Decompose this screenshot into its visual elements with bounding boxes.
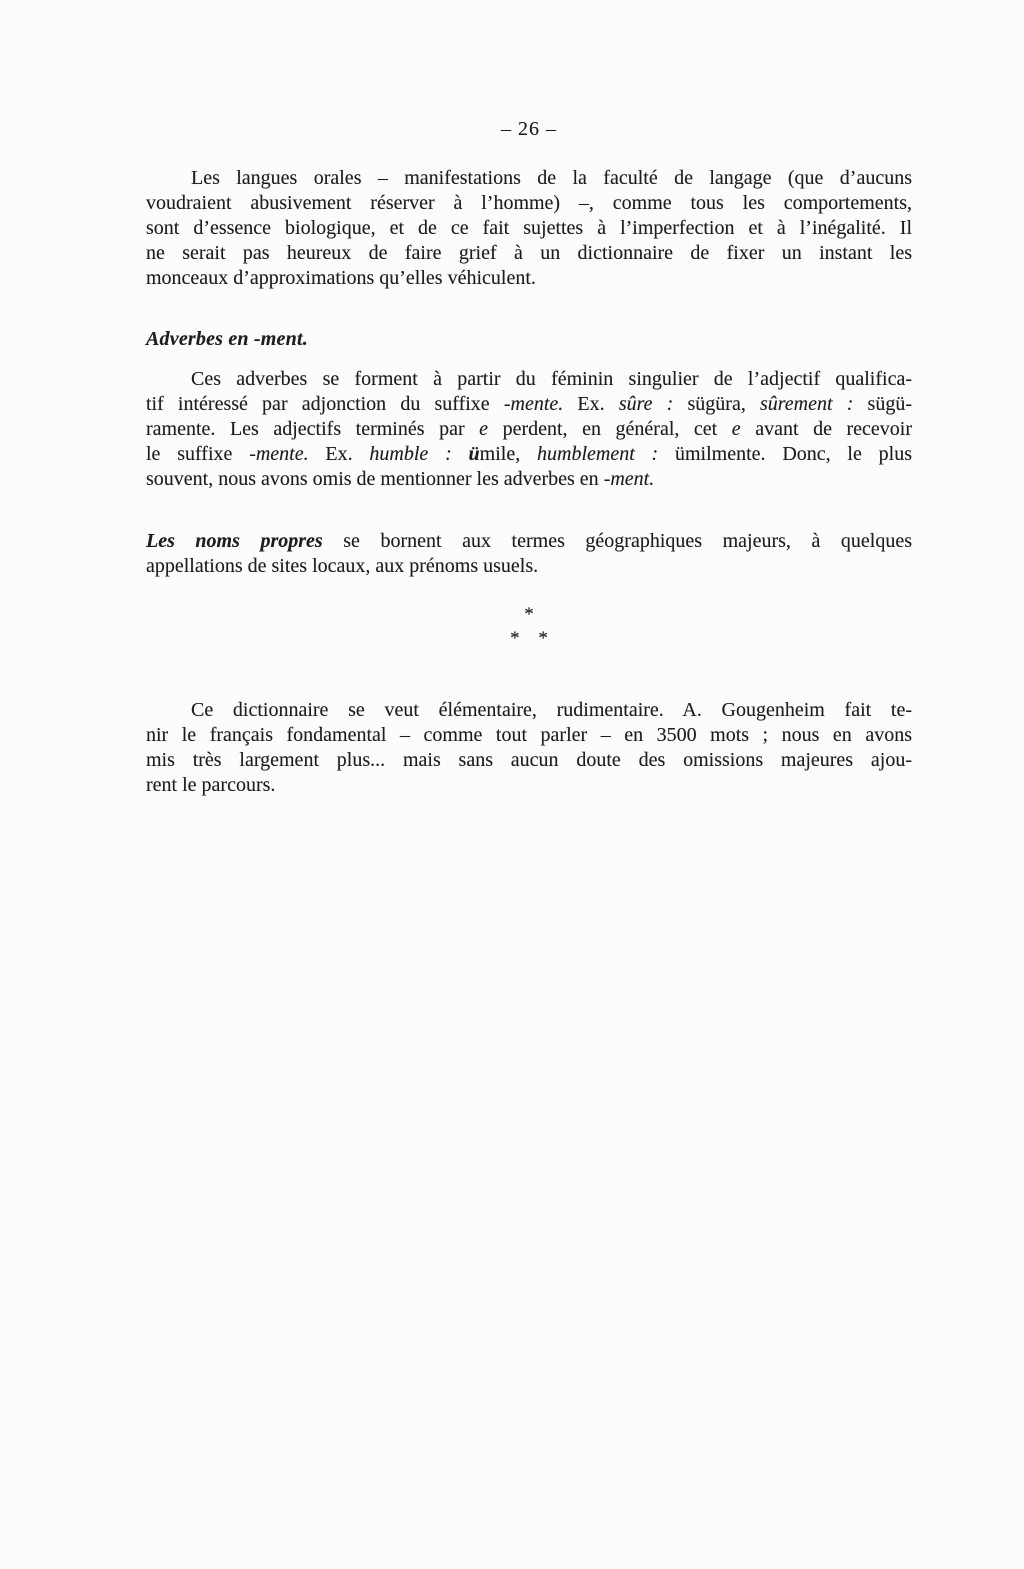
asterisk-row-bottom: * * (510, 628, 548, 649)
text-line (146, 748, 912, 773)
text-segment: ne serait pas heureux de faire grief à un dictionnaire de fixer un instant les (146, 242, 912, 264)
asterisk-separator (146, 603, 912, 651)
text-segment (452, 443, 469, 465)
text-line (146, 216, 912, 241)
text-line (146, 554, 912, 579)
text-segment: Ce dictionnaire se veut élémentaire, rudimentaire. A. Gougenheim fait te- (191, 699, 912, 721)
paragraph-dictionnaire (146, 698, 912, 798)
text-segment: -ment. (603, 468, 655, 490)
text-segment: e (731, 418, 741, 440)
text-segment: -mente. (503, 393, 564, 415)
text-segment: souvent, nous avons omis de mentionner les adverbes en (146, 468, 604, 490)
text-segment: se bornent aux termes géographiques majeurs, à quelques (322, 530, 912, 552)
text-segment: Ex. (308, 443, 370, 465)
text-segment: monceaux d’approximations qu’elles véhiculent. (146, 267, 536, 289)
text-segment: sügüra, (673, 393, 760, 415)
text-segment: mile, (479, 443, 537, 465)
paragraph-noms-propres (146, 529, 912, 579)
paragraph-adverbes-body (146, 367, 912, 492)
text-line (146, 191, 912, 216)
text-segment: Ces adverbes se forment à partir du féminin singulier de l’adjectif qualifica- (191, 368, 912, 390)
text-line (146, 417, 912, 442)
text-line (146, 698, 912, 723)
text-segment: perdent, en général, cet (488, 418, 732, 440)
text-segment: e (479, 418, 489, 440)
text-segment: ü (468, 443, 480, 465)
text-segment: sûrement : (759, 393, 854, 415)
text-line (146, 166, 912, 191)
text-segment: Les noms propres (146, 530, 323, 552)
text-segment: ümilmente. Donc, le plus (658, 443, 912, 465)
text-segment: sügü- (853, 393, 912, 415)
text-segment: ramente. Les adjectifs terminés par (146, 418, 480, 440)
text-segment: humblement : (537, 443, 659, 465)
section-heading-adverbes: Adverbes en -ment. (146, 328, 308, 350)
text-line (146, 773, 912, 798)
text-segment: Ex. (563, 393, 619, 415)
text-segment: rent le parcours. (146, 774, 276, 796)
text-segment: humble : (369, 443, 452, 465)
text-line (146, 442, 912, 467)
text-line (146, 241, 912, 266)
text-segment: -mente. (249, 443, 309, 465)
text-line (146, 392, 912, 417)
page-number: – 26 – (501, 118, 557, 140)
text-segment: sont d’essence biologique, et de ce fait sujettes à l’imperfection et à l’inégalité. Il (146, 217, 912, 239)
text-line (146, 723, 912, 748)
text-line (146, 467, 912, 492)
text-line (146, 367, 912, 392)
text-segment: nir le français fondamental – comme tout parler – en 3500 mots ; nous en avons (146, 724, 912, 746)
text-segment: avant de recevoir (740, 418, 912, 440)
text-segment: Les langues orales – manifestations de la faculté de langage (que d’aucuns (191, 167, 912, 189)
paragraph-langues-orales (146, 166, 912, 291)
text-segment: le suffixe (146, 443, 250, 465)
text-line (146, 266, 912, 291)
text-segment: mis très largement plus... mais sans aucun doute des omissions majeures ajou- (146, 749, 912, 771)
asterisk-row-top: * (524, 604, 534, 625)
text-segment: appellations de sites locaux, aux prénoms usuels. (146, 555, 539, 577)
text-segment: voudraient abusivement réserver à l’homme) –, comme tous les comportements, (146, 192, 912, 214)
text-segment: tif intéressé par adjonction du suffixe (146, 393, 504, 415)
text-segment: sûre : (618, 393, 674, 415)
text-line (146, 529, 912, 554)
